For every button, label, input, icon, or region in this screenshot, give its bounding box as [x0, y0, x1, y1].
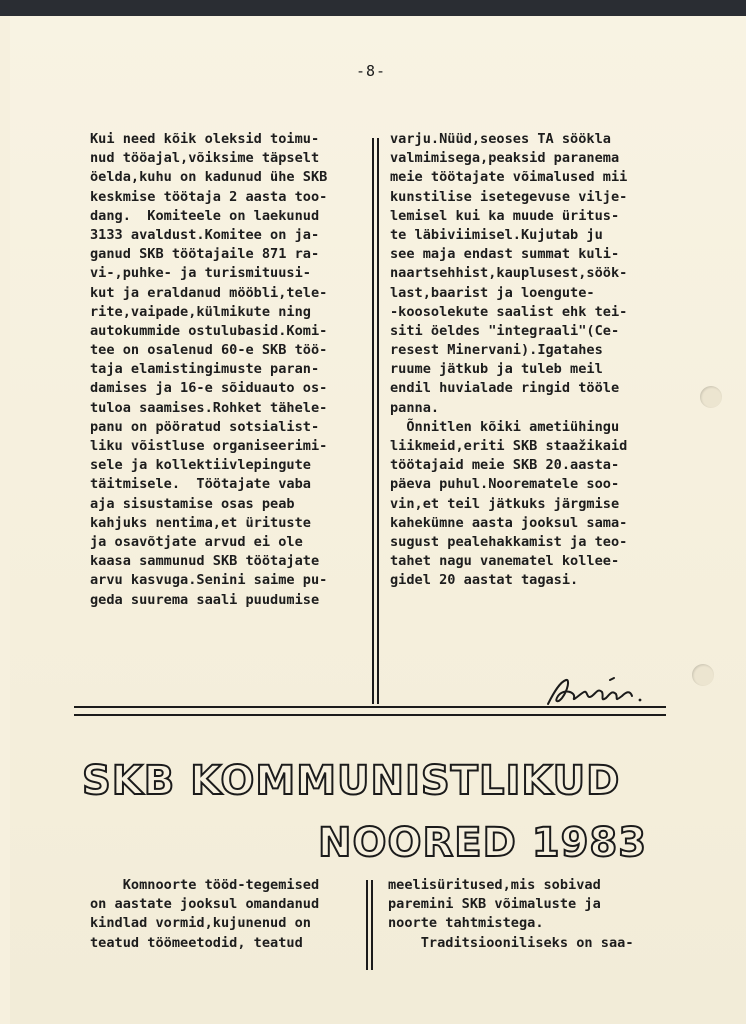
text-line: kahjuks nentima,et ürituste [90, 514, 311, 531]
text-line: Kui need kõik oleksid toimu- [90, 131, 320, 147]
headline-line-2: NOORED 1983 [318, 820, 648, 866]
text-line: -koosolekute saalist ehk tei- [390, 303, 628, 320]
headline-line-1: SKB KOMMUNISTLIKUD [82, 758, 621, 804]
text-line: teatud töömeetodid, teatud [90, 934, 303, 951]
text-line: sugust pealehakkamist ja teo- [390, 533, 628, 550]
scan-top-border [0, 0, 746, 16]
text-line: te läbiviimisel.Kujutab ju [390, 226, 603, 243]
text-line: nud tööajal,võiksime täpselt [90, 150, 320, 167]
column-divider [372, 138, 374, 704]
text-line: dang. Komiteele on laekunud [90, 207, 320, 224]
text-line: öelda,kuhu on kadunud ühe SKB [90, 169, 328, 186]
text-line: töötajaid meie SKB 20.aasta- [390, 457, 620, 474]
text-line: ganud SKB töötajaile 871 ra- [90, 246, 320, 263]
text-line: kaasa sammunud SKB töötajate [90, 553, 320, 570]
text-line: ja osavõtjate arvud ei ole [90, 533, 303, 550]
text-line: kunstilise isetegevuse vilje- [390, 188, 628, 205]
article1-column-right [390, 130, 627, 591]
text-line: tahet nagu vanematel kollee- [390, 553, 620, 570]
text-line: taja elamistingimuste paran- [90, 361, 320, 378]
text-line: panna. [390, 399, 440, 416]
text-line: meelisüritused,mis sobivad [388, 877, 601, 893]
text-line: vi-,puhke- ja turismituusi- [90, 265, 311, 282]
page-number: -8- [356, 62, 387, 80]
punch-hole-mark [700, 386, 722, 408]
text-line: vin,et teil jätkuks järgmise [390, 495, 620, 512]
text-line: paremini SKB võimaluste ja [388, 896, 601, 913]
text-line: panu on pööratud sotsialist- [90, 418, 320, 435]
text-line: gidel 20 aastat tagasi. [390, 572, 579, 589]
text-line: noorte tahtmistega. [388, 915, 544, 932]
text-line: täitmisele. Töötajate vaba [90, 476, 311, 493]
text-line: kindlad vormid,kujunenud on [90, 915, 311, 932]
article1-column-left [90, 130, 327, 610]
column-divider [371, 880, 373, 970]
text-line: resest Minervani).Igatahes [390, 342, 603, 359]
text-line: tee on osalenud 60-e SKB töö- [90, 342, 328, 359]
text-line: see maja endast summat kuli- [390, 246, 620, 263]
text-line: päeva puhul.Noorematele soo- [390, 476, 620, 493]
punch-hole-mark [692, 664, 714, 686]
text-line: endil huvialade ringid tööle [390, 380, 620, 397]
text-line: meie töötajate võimalused mii [390, 169, 628, 186]
text-line: autokummide ostulubasid.Komi- [90, 322, 328, 339]
section-divider [74, 706, 666, 708]
text-line: last,baarist ja loengute- [390, 284, 595, 301]
text-line: damises ja 16-e sõiduauto os- [90, 380, 328, 397]
text-line: Õnnitlen kõiki ametiühingu [390, 418, 620, 435]
text-line: liku võistluse organiseerimi- [90, 438, 328, 454]
text-line: lemisel kui ka muude üritus- [390, 207, 620, 224]
section-divider [74, 714, 666, 716]
text-line: keskmise töötaja 2 aasta too- [90, 188, 328, 205]
text-line: naartsehhist,kauplusest,söök- [390, 265, 628, 282]
text-line: kahekümne aasta jooksul sama- [390, 514, 628, 531]
text-line: on aastate jooksul omandanud [90, 896, 320, 913]
article2-column-left [90, 876, 319, 953]
text-line: arvu kasvuga.Senini saime pu- [90, 572, 328, 589]
article2-column-right [388, 876, 634, 953]
text-line: Traditsiooniliseks on saa- [388, 934, 634, 951]
text-line: ruume jätkub ja tuleb meil [390, 361, 603, 378]
text-line: geda suurema saali puudumise [90, 591, 320, 608]
text-line: 3133 avaldust.Komitee on ja- [90, 226, 320, 243]
text-line: tuloa saamises.Rohket tähele- [90, 399, 328, 416]
text-line: aja sisustamise osas peab [90, 495, 295, 512]
text-line: sele ja kollektiivlepingute [90, 457, 311, 474]
text-line: valmimisega,peaksid paranema [390, 150, 620, 167]
column-divider [366, 880, 368, 970]
text-line: varju.Nüüd,seoses TA söökla [390, 131, 611, 147]
text-line: liikmeid,eriti SKB staažikaid [390, 438, 628, 454]
text-line: kut ja eraldanud mööbli,tele- [90, 284, 328, 301]
text-line: rite,vaipade,külmikute ning [90, 303, 311, 320]
text-line: siti öeldes "integraali"(Ce- [390, 322, 620, 339]
column-divider [377, 138, 379, 704]
text-line: Komnoorte tööd-tegemised [90, 877, 320, 893]
